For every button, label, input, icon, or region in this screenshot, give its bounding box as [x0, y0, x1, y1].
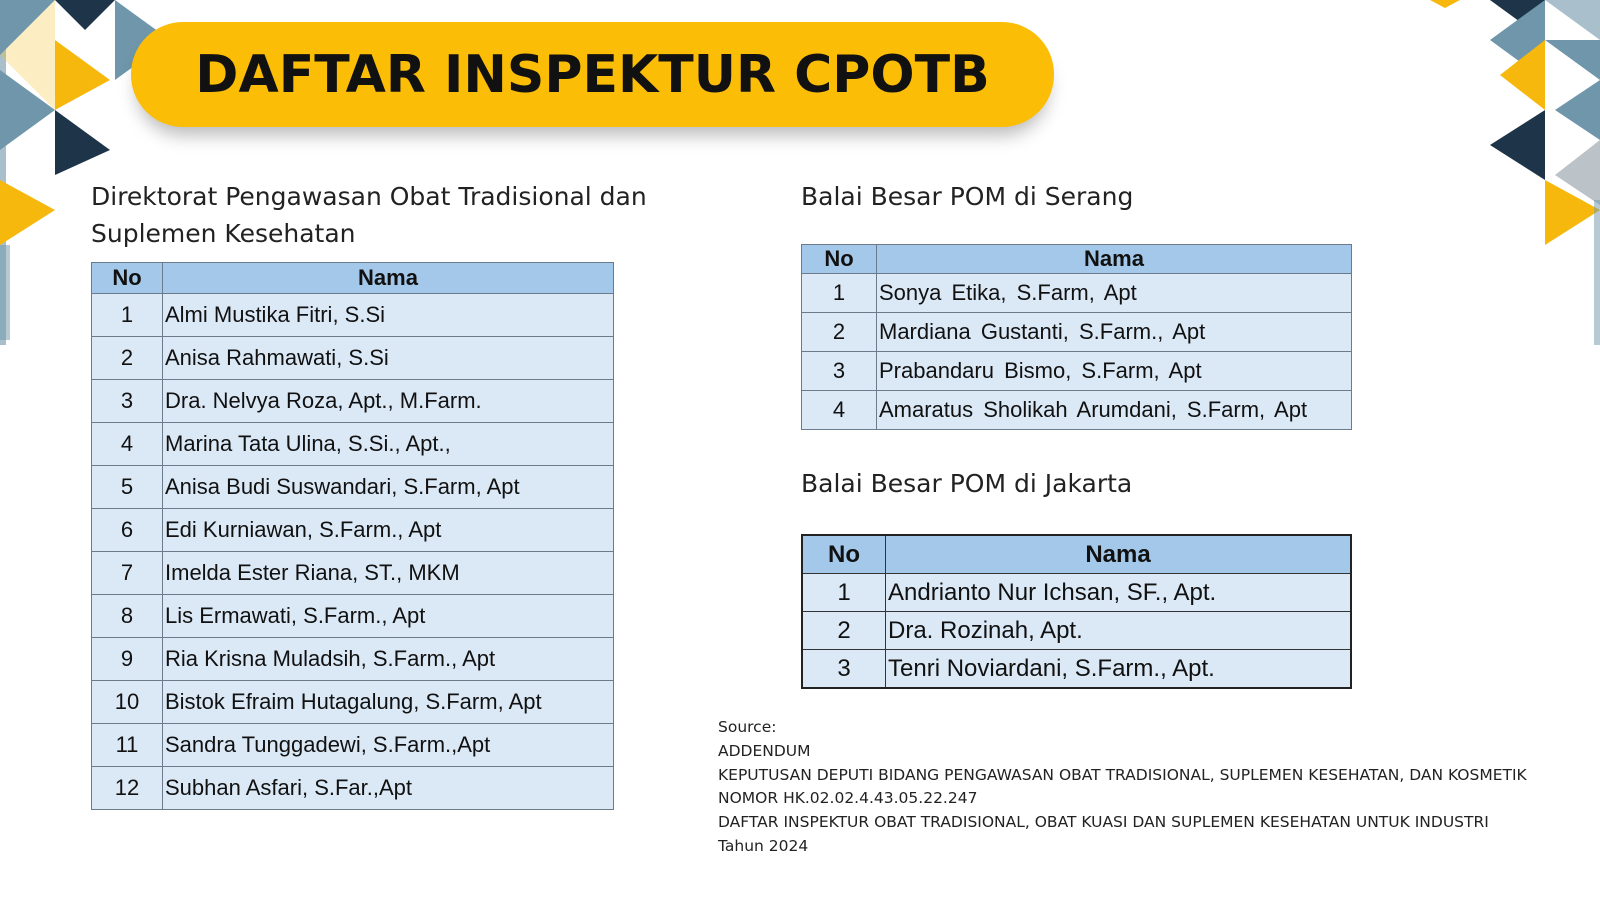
cell-no: 8: [92, 595, 163, 638]
right-triangle-pattern: [1420, 0, 1600, 345]
cell-nama: Dra. Rozinah, Apt.: [886, 612, 1352, 650]
serang-heading: Balai Besar POM di Serang: [801, 182, 1134, 211]
table-row: [92, 509, 614, 552]
table-row: [92, 380, 614, 423]
cell-nama: Andrianto Nur Ichsan, SF., Apt.: [886, 574, 1352, 612]
cell-nama: Tenri Noviardani, S.Farm., Apt.: [886, 650, 1352, 689]
column-header-no: No: [92, 263, 163, 294]
direktorat-table: [91, 262, 614, 810]
table-row: [92, 294, 614, 337]
table-row: [802, 313, 1352, 352]
column-header-no: No: [802, 535, 886, 574]
table-row: [802, 391, 1352, 430]
source-line: ADDENDUM: [718, 741, 811, 760]
table-header-row: [802, 535, 1351, 574]
source-line: Tahun 2024: [718, 836, 809, 855]
column-header-no: No: [802, 245, 877, 274]
cell-nama: Anisa Budi Suswandari, S.Farm, Apt: [163, 466, 614, 509]
column-header-nama: Nama: [163, 263, 614, 294]
serang-table: [801, 244, 1352, 430]
cell-no: 10: [92, 681, 163, 724]
cell-nama: Marina Tata Ulina, S.Si., Apt.,: [163, 423, 614, 466]
cell-no: 9: [92, 638, 163, 681]
column-header-nama: Nama: [877, 245, 1352, 274]
cell-nama: Ria Krisna Muladsih, S.Farm., Apt: [163, 638, 614, 681]
cell-no: 11: [92, 724, 163, 767]
table-row: [92, 767, 614, 810]
table-row: [92, 681, 614, 724]
direktorat-heading: [91, 178, 647, 252]
cell-nama: Almi Mustika Fitri, S.Si: [163, 294, 614, 337]
cell-nama: Edi Kurniawan, S.Farm., Apt: [163, 509, 614, 552]
table-row: [802, 612, 1351, 650]
source-label: Source:: [718, 718, 777, 736]
jakarta-heading: Balai Besar POM di Jakarta: [801, 469, 1133, 498]
table-row: [802, 274, 1352, 313]
cell-no: 2: [92, 337, 163, 380]
cell-nama: Amaratus Sholikah Arumdani, S.Farm, Apt: [877, 391, 1352, 430]
cell-nama: Prabandaru Bismo, S.Farm, Apt: [877, 352, 1352, 391]
cell-no: 6: [92, 509, 163, 552]
cell-nama: Bistok Efraim Hutagalung, S.Farm, Apt: [163, 681, 614, 724]
table-row: [802, 574, 1351, 612]
cell-no: 4: [92, 423, 163, 466]
table-row: [802, 650, 1351, 689]
cell-no: 3: [802, 650, 886, 689]
table-row: [92, 595, 614, 638]
cell-no: 1: [92, 294, 163, 337]
table-row: [92, 724, 614, 767]
title-banner: [131, 22, 1054, 127]
table-row: [92, 638, 614, 681]
cell-nama: Subhan Asfari, S.Far.,Apt: [163, 767, 614, 810]
source-line: NOMOR HK.02.02.4.43.05.22.247: [718, 789, 978, 808]
cell-no: 1: [802, 574, 886, 612]
cell-nama: Sandra Tunggadewi, S.Farm.,Apt: [163, 724, 614, 767]
cell-no: 4: [802, 391, 877, 430]
cell-no: 2: [802, 313, 877, 352]
source-line: KEPUTUSAN DEPUTI BIDANG PENGAWASAN OBAT TRADISIONAL, SUPLEMEN KESEHATAN, DAN KOSMETIK: [718, 765, 1527, 784]
column-header-nama: Nama: [886, 535, 1352, 574]
jakarta-table: [801, 534, 1352, 689]
table-header-row: [802, 245, 1352, 274]
table-header-row: [92, 263, 614, 294]
cell-no: 5: [92, 466, 163, 509]
source-block: [718, 716, 1527, 859]
cell-nama: Lis Ermawati, S.Farm., Apt: [163, 595, 614, 638]
cell-nama: Dra. Nelvya Roza, Apt., M.Farm.: [163, 380, 614, 423]
cell-no: 3: [802, 352, 877, 391]
table-row: [92, 423, 614, 466]
source-line: DAFTAR INSPEKTUR OBAT TRADISIONAL, OBAT KUASI DAN SUPLEMEN KESEHATAN UNTUK INDUSTRI: [718, 813, 1489, 832]
cell-nama: Anisa Rahmawati, S.Si: [163, 337, 614, 380]
page-title: DAFTAR INSPEKTUR CPOTB: [195, 44, 990, 105]
table-row: [802, 352, 1352, 391]
direktorat-heading-line2: Suplemen Kesehatan: [91, 219, 356, 248]
table-row: [92, 337, 614, 380]
cell-nama: Mardiana Gustanti, S.Farm., Apt: [877, 313, 1352, 352]
cell-no: 7: [92, 552, 163, 595]
cell-no: 1: [802, 274, 877, 313]
table-row: [92, 466, 614, 509]
cell-no: 2: [802, 612, 886, 650]
direktorat-heading-line1: Direktorat Pengawasan Obat Tradisional dan: [91, 182, 647, 211]
cell-nama: Sonya Etika, S.Farm, Apt: [877, 274, 1352, 313]
cell-no: 3: [92, 380, 163, 423]
cell-nama: Imelda Ester Riana, ST., MKM: [163, 552, 614, 595]
cell-no: 12: [92, 767, 163, 810]
table-row: [92, 552, 614, 595]
